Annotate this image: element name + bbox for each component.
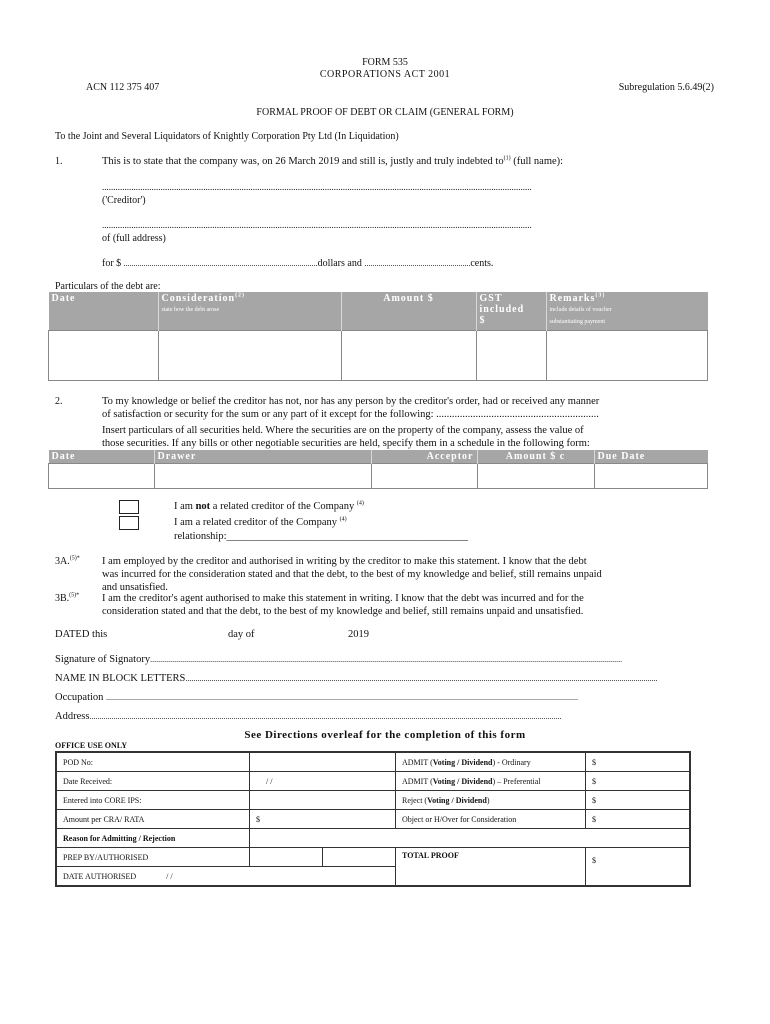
section1-sup: (1) [503, 155, 511, 162]
cents-label: cents. [470, 258, 494, 269]
date-received-slashes: / / [266, 776, 273, 786]
not-related-post: a related creditor of the Company [212, 501, 355, 512]
date-authorised-cell[interactable] [56, 867, 396, 887]
directions-note: See Directions overleaf for the completion of this form [244, 729, 526, 741]
not-related-sup: (4) [356, 500, 364, 507]
admit-preferential-value[interactable]: $ [586, 772, 691, 791]
remarks-label: Remarks [549, 293, 596, 304]
cell-remarks[interactable] [546, 330, 708, 380]
admit-pref-pre: ADMIT ( [402, 776, 433, 786]
amount-per-label: Amount per CRA/ RATA [56, 810, 250, 829]
section3b-num: 3B. [55, 593, 70, 604]
amount-per-value[interactable]: $ [250, 810, 396, 829]
sec-col-date: Date [49, 450, 155, 464]
sec-cell-date[interactable] [49, 464, 155, 489]
section2-line4: those securities. If any bills or other negotiable securities are held, specify them in a schedule in the following form: [102, 438, 590, 449]
particulars-table [48, 292, 708, 381]
admit-pref-bold: Voting / Dividend [432, 776, 493, 786]
sec-col-acceptor: Acceptor [371, 450, 477, 464]
section2-line2: of satisfaction or security for the sum or any part of it except for the following: .............................................................. [102, 409, 599, 420]
sec-cell-due-date[interactable] [594, 464, 708, 489]
office-use-title: OFFICE USE ONLY [55, 741, 128, 750]
pod-no-label: POD No: [56, 752, 250, 772]
reason-value[interactable] [250, 829, 691, 848]
name-row [55, 673, 680, 684]
occupation-label: Occupation [55, 692, 104, 703]
related-checkbox[interactable] [119, 516, 139, 530]
entered-core-label: Entered into CORE IPS: [56, 791, 250, 810]
col-consideration [158, 292, 341, 330]
consideration-label: Consideration [161, 293, 236, 304]
admit-ord-bold: Voting / Dividend [432, 757, 493, 767]
remarks-sub2: substantiating payment [549, 319, 605, 325]
year-label: 2019 [348, 629, 369, 640]
section3a-num: 3A. [55, 556, 70, 567]
address-row [55, 711, 680, 722]
section3b-line2: consideration stated and that the debt, to the best of my knowledge and belief, still remains unpaid and unsatisfied. [102, 606, 584, 617]
prep-by-value[interactable] [250, 848, 323, 867]
relationship-field[interactable]: relationship:______________________________________________ [174, 531, 468, 542]
object-value[interactable]: $ [586, 810, 691, 829]
section1-full-name: (full name): [513, 156, 564, 167]
office-use-table [55, 751, 691, 887]
dated-label: DATED this [55, 629, 108, 640]
related-sup: (4) [339, 516, 347, 523]
section3a-label [55, 556, 80, 567]
addressee: To the Joint and Several Liquidators of Knightly Corporation Pty Ltd (In Liquidation) [55, 131, 399, 142]
date-received-label: Date Received: [56, 772, 250, 791]
signature-row [55, 654, 680, 665]
cents-field[interactable]: ..................................................... [364, 259, 471, 268]
not-related-pre: I am [174, 501, 193, 512]
consideration-sub: state how the debt arose [161, 307, 220, 313]
date-received-value[interactable] [250, 772, 396, 791]
admit-ordinary-label [396, 752, 586, 772]
reject-pre: Reject ( [402, 795, 428, 805]
cell-consideration[interactable] [158, 330, 341, 380]
form-number: FORM 535 [362, 57, 408, 68]
name-label: NAME IN BLOCK LETTERS [55, 673, 186, 684]
pod-no-value[interactable] [250, 752, 396, 772]
subregulation: Subregulation 5.6.49(2) [618, 82, 714, 93]
date-authorised-slashes: / / [166, 871, 173, 881]
total-proof-value[interactable]: $ [586, 848, 691, 887]
sec-cell-drawer[interactable] [154, 464, 371, 489]
sec-cell-amount[interactable] [477, 464, 594, 489]
section3b-sup: (5)* [69, 592, 80, 599]
cell-amount[interactable] [341, 330, 476, 380]
particulars-label: Particulars of the debt are: [55, 281, 161, 292]
col-gst [476, 292, 546, 330]
occupation-row [55, 692, 680, 703]
section3a-line3: and unsatisfied. [102, 582, 168, 593]
address-sig-label: Address [55, 711, 90, 722]
amount-line [102, 258, 493, 269]
reason-label: Reason for Admitting / Rejection [56, 829, 250, 848]
col-date: Date [49, 292, 159, 330]
dollars-field[interactable]: ................................................................................................. [123, 259, 318, 268]
cell-date[interactable] [49, 330, 159, 380]
admit-ord-post: ) - Ordinary [492, 757, 531, 767]
acn: ACN 112 375 407 [86, 82, 160, 93]
object-label: Object or H/Over for Consideration [396, 810, 586, 829]
form-title: FORMAL PROOF OF DEBT OR CLAIM (GENERAL FORM) [256, 107, 514, 118]
section2-line3: Insert particulars of all securities held. Where the securities are on the property of the company, assess the value of [102, 425, 584, 436]
act-title: CORPORATIONS ACT 2001 [319, 69, 451, 80]
creditor-name-field[interactable]: ............................................................................................................................................................................................... [102, 182, 532, 192]
sec-col-amount: Amount $ c [477, 450, 594, 464]
not-related-checkbox[interactable] [119, 500, 139, 514]
section3a-line2: was incurred for the consideration stated and that the debt, to the best of my knowledge and belief, still remains unpaid [102, 569, 602, 580]
consideration-sup: (2) [235, 292, 246, 299]
section3a-sup: (5)* [69, 555, 80, 562]
related-text [174, 517, 347, 528]
section3b-line1: I am the creditor's agent authorised to make this statement in writing. I know that the debt was incurred and for the [102, 593, 584, 604]
admit-preferential-label [396, 772, 586, 791]
section3b-label [55, 593, 79, 604]
creditor-label: ('Creditor') [102, 195, 146, 206]
gst-line1: GST [479, 293, 503, 304]
dollars-and-label: dollars and [317, 258, 362, 269]
securities-table [48, 450, 708, 489]
col-remarks [546, 292, 708, 330]
sec-col-due-date: Due Date [594, 450, 708, 464]
admit-ordinary-value[interactable]: $ [586, 752, 691, 772]
sec-cell-acceptor[interactable] [371, 464, 477, 489]
day-of-label: day of [228, 629, 255, 640]
section1-text [102, 156, 563, 167]
address-field[interactable]: ............................................................................................................................................................................................... [102, 220, 532, 230]
entered-core-value[interactable] [250, 791, 396, 810]
authorised-value[interactable] [323, 848, 396, 867]
occupation-field[interactable]: ............................................................................................................................................................................................................................................ [106, 693, 579, 702]
col-amount: Amount $ [341, 292, 476, 330]
not-related-bold: not [195, 501, 211, 512]
reject-bold: Voting / Dividend [427, 795, 487, 805]
sec-col-drawer: Drawer [154, 450, 371, 464]
gst-line2: included [479, 304, 525, 315]
prep-by-label: PREP BY/AUTHORISED [56, 848, 250, 867]
address-label: of (full address) [102, 233, 166, 244]
signature-field[interactable]: ............................................................................................................................................................................................................................................ [150, 655, 623, 664]
section2-line1: To my knowledge or belief the creditor has not, nor has any person by the creditor's order, had or received any manner [102, 396, 600, 407]
total-proof-label: TOTAL PROOF [396, 848, 586, 887]
gst-line3: $ [479, 315, 486, 326]
remarks-sub1: include details of voucher [549, 307, 612, 313]
section3a-line1: I am employed by the creditor and authorised in writing by the creditor to make this statement. I know that the debt [102, 556, 587, 567]
section2-number: 2. [55, 396, 63, 407]
admit-ord-pre: ADMIT ( [402, 757, 433, 767]
signature-label: Signature of Signatory [55, 654, 151, 665]
reject-label [396, 791, 586, 810]
address-sig-field[interactable]: ............................................................................................................................................................................................................................................ [89, 712, 562, 721]
reject-post: ) [486, 795, 490, 805]
remarks-sup: (3) [595, 292, 606, 299]
for-dollar-label: for $ [102, 258, 122, 269]
date-authorised-label: DATE AUTHORISED [63, 871, 137, 881]
cell-gst[interactable] [476, 330, 546, 380]
section1-statement: This is to state that the company was, on 26 March 2019 and still is, justly and truly indebted to [102, 156, 504, 167]
name-field[interactable]: ............................................................................................................................................................................................................................................ [185, 674, 658, 683]
admit-pref-post: ) – Preferential [492, 776, 541, 786]
not-related-text [174, 501, 364, 512]
reject-value[interactable]: $ [586, 791, 691, 810]
related-label: I am a related creditor of the Company [174, 517, 337, 528]
section1-number: 1. [55, 156, 63, 167]
